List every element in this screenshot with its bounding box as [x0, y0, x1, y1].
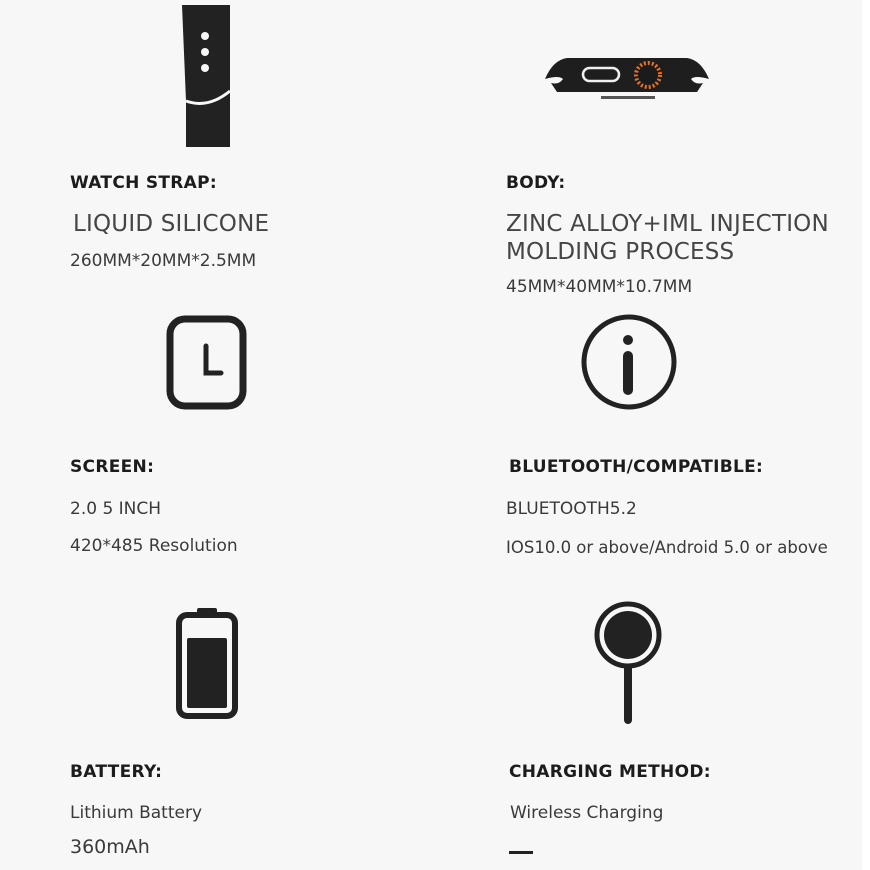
body-material-line1: ZINC ALLOY+IML INJECTION: [506, 211, 829, 237]
right-edge-strip: [862, 0, 870, 870]
watch-strap-icon: [180, 5, 234, 150]
watch-body-icon: [545, 52, 709, 102]
battery-type: Lithium Battery: [70, 803, 203, 823]
strap-material: LIQUID SILICONE: [73, 211, 270, 237]
body-material-line2: MOLDING PROCESS: [506, 239, 735, 265]
charging-method: Wireless Charging: [510, 803, 664, 823]
charging-heading: CHARGING METHOD:: [509, 762, 711, 782]
battery-icon: [175, 606, 239, 720]
wireless-charger-icon: [591, 600, 665, 726]
decorative-dash: [509, 851, 533, 854]
watch-screen-icon: [166, 315, 247, 410]
battery-capacity: 360mAh: [70, 836, 150, 858]
bluetooth-heading: BLUETOOTH/COMPATIBLE:: [509, 457, 764, 477]
bluetooth-version: BLUETOOTH5.2: [506, 499, 637, 519]
body-heading: BODY:: [506, 173, 566, 193]
strap-heading: WATCH STRAP:: [70, 173, 217, 193]
info-icon: [580, 313, 678, 411]
bluetooth-compatibility: IOS10.0 or above/Android 5.0 or above: [506, 538, 828, 557]
body-dimensions: 45MM*40MM*10.7MM: [506, 277, 693, 297]
battery-heading: BATTERY:: [70, 762, 163, 782]
screen-size: 2.0 5 INCH: [70, 499, 162, 519]
screen-heading: SCREEN:: [70, 457, 155, 477]
strap-dimensions: 260MM*20MM*2.5MM: [70, 251, 257, 271]
screen-resolution: 420*485 Resolution: [70, 536, 238, 556]
